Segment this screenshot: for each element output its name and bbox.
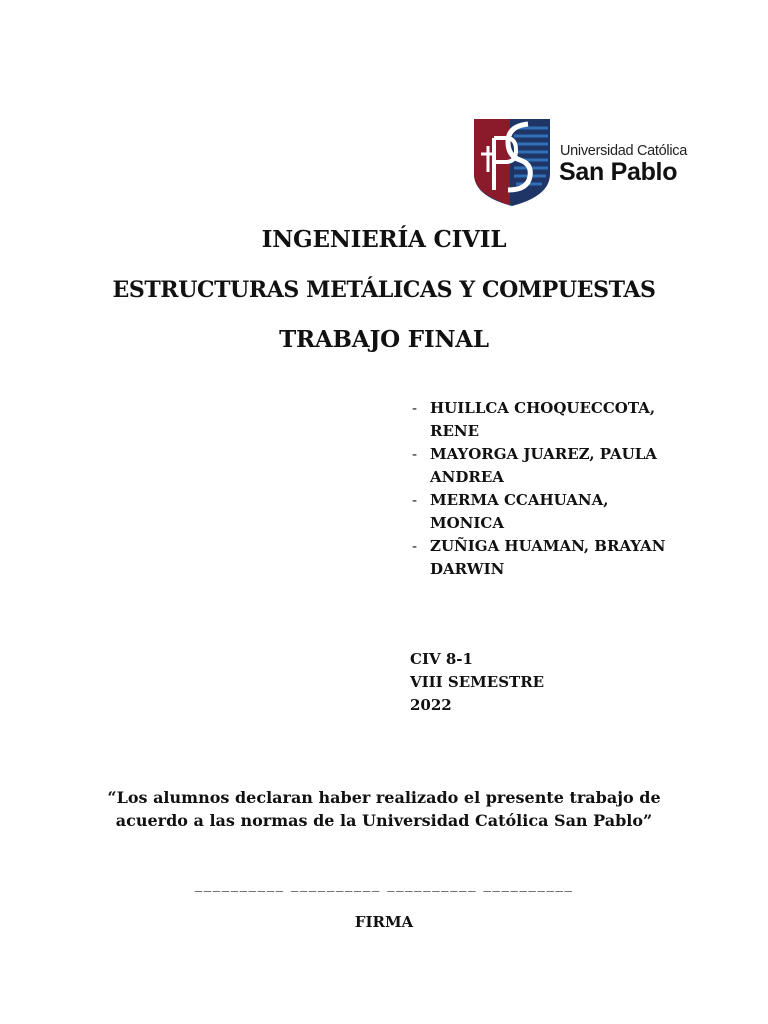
university-logo bbox=[472, 116, 702, 208]
author-name: MAYORGA JUAREZ, PAULA ANDREA bbox=[430, 445, 657, 486]
author-item bbox=[412, 397, 682, 443]
course-info bbox=[410, 648, 544, 717]
work-type-title: TRABAJO FINAL bbox=[279, 326, 489, 353]
declaration-statement bbox=[0, 786, 768, 832]
list-bullet: - bbox=[412, 445, 418, 463]
course-section: CIV 8-1 bbox=[410, 650, 473, 668]
university-name-line2: San Pablo bbox=[559, 158, 678, 186]
author-item bbox=[412, 535, 682, 581]
author-name: MERMA CCAHUANA, MONICA bbox=[430, 491, 609, 532]
course-semester: VIII SEMESTRE bbox=[410, 673, 545, 691]
list-bullet: - bbox=[412, 399, 418, 417]
course-year: 2022 bbox=[410, 696, 452, 714]
authors-list bbox=[412, 397, 682, 581]
career-title: INGENIERÍA CIVIL bbox=[261, 226, 507, 253]
signature-line: __________ __________ __________ __________ bbox=[194, 874, 574, 892]
signature-label: FIRMA bbox=[354, 913, 414, 931]
author-item bbox=[412, 489, 682, 535]
declaration-line: “Los alumnos declaran haber realizado el presente trabajo de bbox=[107, 788, 661, 807]
title-block bbox=[0, 226, 768, 376]
author-item bbox=[412, 443, 682, 489]
declaration-line: acuerdo a las normas de la Universidad Católica San Pablo” bbox=[115, 811, 653, 830]
university-name-line1: Universidad Católica bbox=[560, 143, 687, 159]
author-name: HUILLCA CHOQUECCOTA, RENE bbox=[430, 399, 656, 440]
list-bullet: - bbox=[412, 491, 418, 509]
list-bullet: - bbox=[412, 537, 418, 555]
author-name: ZUÑIGA HUAMAN, BRAYAN DARWIN bbox=[430, 537, 666, 578]
course-title: ESTRUCTURAS METÁLICAS Y COMPUESTAS bbox=[112, 277, 656, 303]
